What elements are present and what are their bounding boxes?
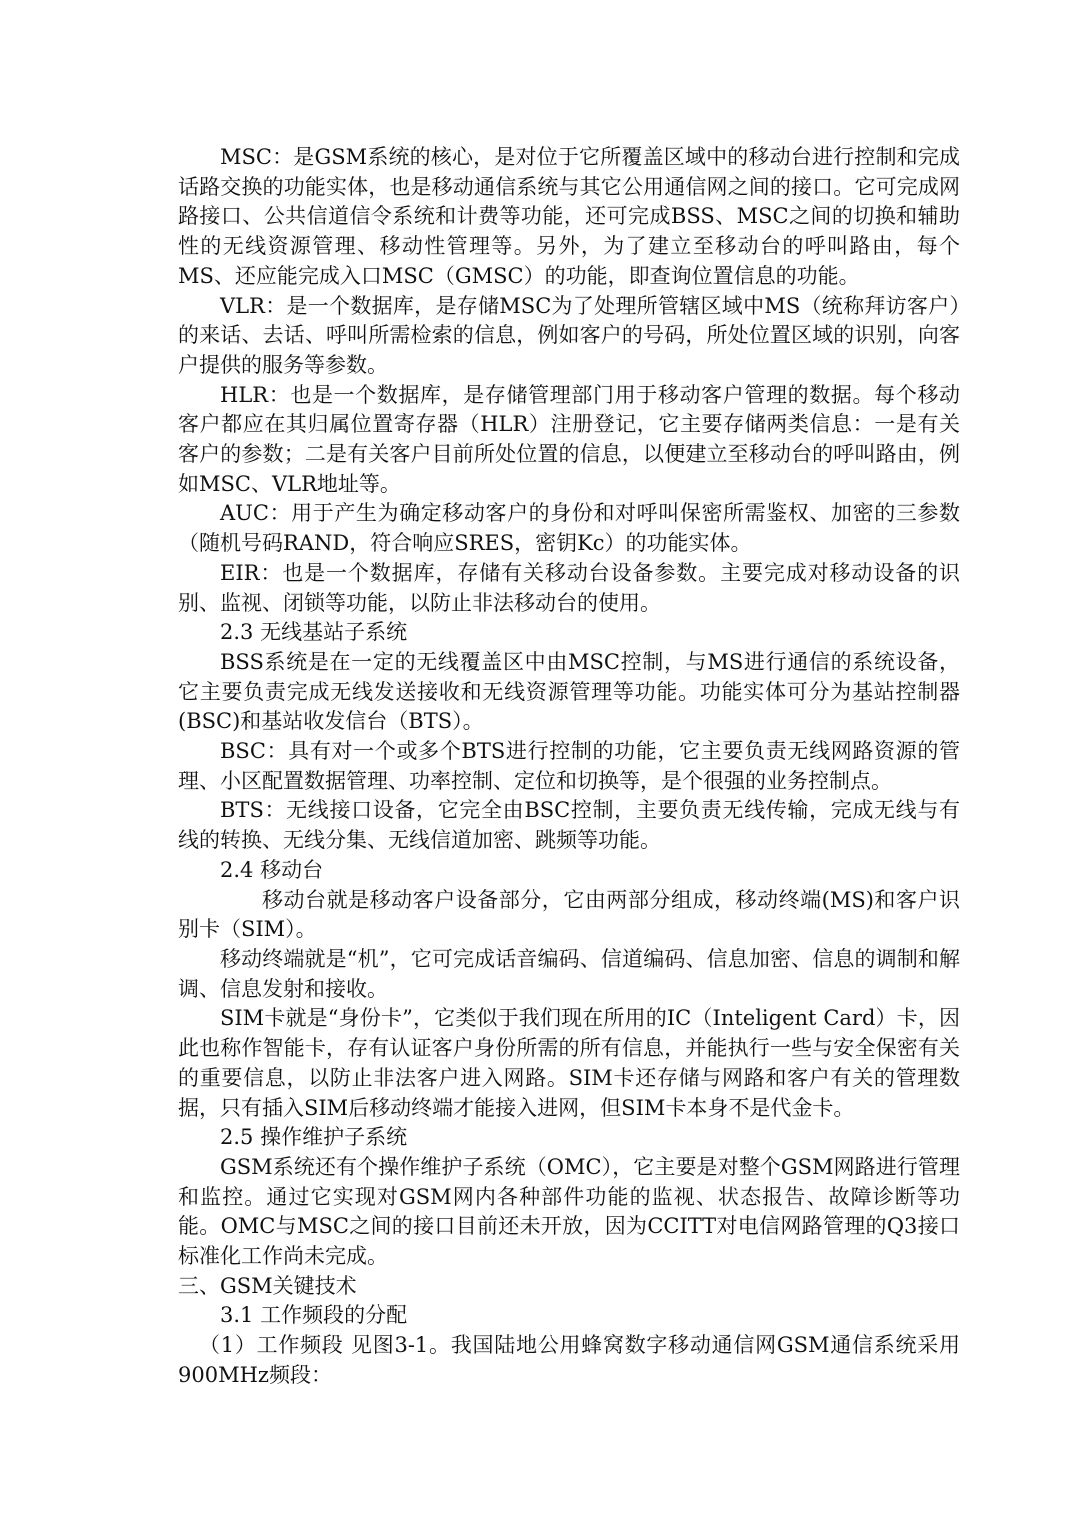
paragraph-vlr: VLR：是一个数据库，是存储MSC为了处理所管辖区域中MS（统称拜访客户）的来话、去话、呼叫所需检索的信息，例如客户的号码，所处位置区域的识别，向客户提供的服务等参数。 [178,293,960,377]
paragraph-sim-card: SIM卡就是“身份卡”，它类似于我们现在所用的IC（Inteligent Card）卡，因此也称作智能卡，存有认证客户身份所需的所有信息，并能执行一些与安全保密有关的重要信息，以防止非法客户进入网路。SIM卡还存储与网路和客户有关的管理数据，只有插入SIM后移动终端才能接入进网，但SIM卡本身不是代金卡。 [178,1006,960,1120]
section-heading-2-4: 2.4 移动台 [220,857,324,882]
section-heading-2-3: 2.3 无线基站子系统 [220,620,408,645]
chapter-heading-3: 三、GSM关键技术 [178,1273,357,1298]
paragraph-bts: BTS：无线接口设备，它完全由BSC控制，主要负责无线传输，完成无线与有线的转换、无线分集、无线信道加密、跳频等功能。 [178,798,960,853]
paragraph-hlr: HLR：也是一个数据库，是存储管理部门用于移动客户管理的数据。每个移动客户都应在其归属位置寄存器（HLR）注册登记，它主要存储两类信息：一是有关客户的参数；二是有关客户目前所处位置的信息，以便建立至移动台的呼叫路由，例如MSC、VLR地址等。 [178,382,960,496]
document-body [178,143,960,1391]
paragraph-bsc: BSC：具有对一个或多个BTS进行控制的功能，它主要负责无线网路资源的管理、小区配置数据管理、功率控制、定位和切换等，是个很强的业务控制点。 [178,739,960,793]
paragraph-eir: EIR：也是一个数据库，存储有关移动台设备参数。主要完成对移动设备的识别、监视、闭锁等功能，以防止非法移动台的使用。 [178,560,960,615]
section-heading-3-1: 3.1 工作频段的分配 [220,1303,408,1328]
paragraph-mobile-station: 移动台就是移动客户设备部分，它由两部分组成，移动终端(MS)和客户识别卡（SIM）。 [178,887,960,942]
paragraph-omc: GSM系统还有个操作维护子系统（OMC），它主要是对整个GSM网路进行管理和监控。通过它实现对GSM网内各种部件功能的监视、状态报告、故障诊断等功能。OMC与MSC之间的接口目前还未开放，因为CCITT对电信网路管理的Q3接口标准化工作尚未完成。 [178,1154,960,1269]
paragraph-auc: AUC：用于产生为确定移动客户的身份和对呼叫保密所需鉴权、加密的三参数（随机号码RAND，符合响应SRES，密钥Kc）的功能实体。 [178,501,960,556]
paragraph-frequency-band: （1）工作频段 见图3-1。我国陆地公用蜂窝数字移动通信网GSM通信系统采用900MHz频段： [178,1333,960,1387]
paragraph-msc: MSC：是GSM系统的核心，是对位于它所覆盖区域中的移动台进行控制和完成话路交换的功能实体，也是移动通信系统与其它公用通信网之间的接口。它可完成网路接口、公共信道信令系统和计费等功能，还可完成BSS、MSC之间的切换和辅助性的无线资源管理、移动性管理等。另外，为了建立至移动台的呼叫路由，每个MS、还应能完成入口MSC（GMSC）的功能，即查询位置信息的功能。 [178,145,960,288]
paragraph-mobile-terminal: 移动终端就是“机”，它可完成话音编码、信道编码、信息加密、信息的调制和解调、信息发射和接收。 [178,946,960,1001]
section-heading-2-5: 2.5 操作维护子系统 [220,1125,408,1150]
paragraph-bss: BSS系统是在一定的无线覆盖区中由MSC控制，与MS进行通信的系统设备，它主要负责完成无线发送接收和无线资源管理等功能。功能实体可分为基站控制器(BSC)和基站收发信台（BTS）。 [178,649,960,734]
